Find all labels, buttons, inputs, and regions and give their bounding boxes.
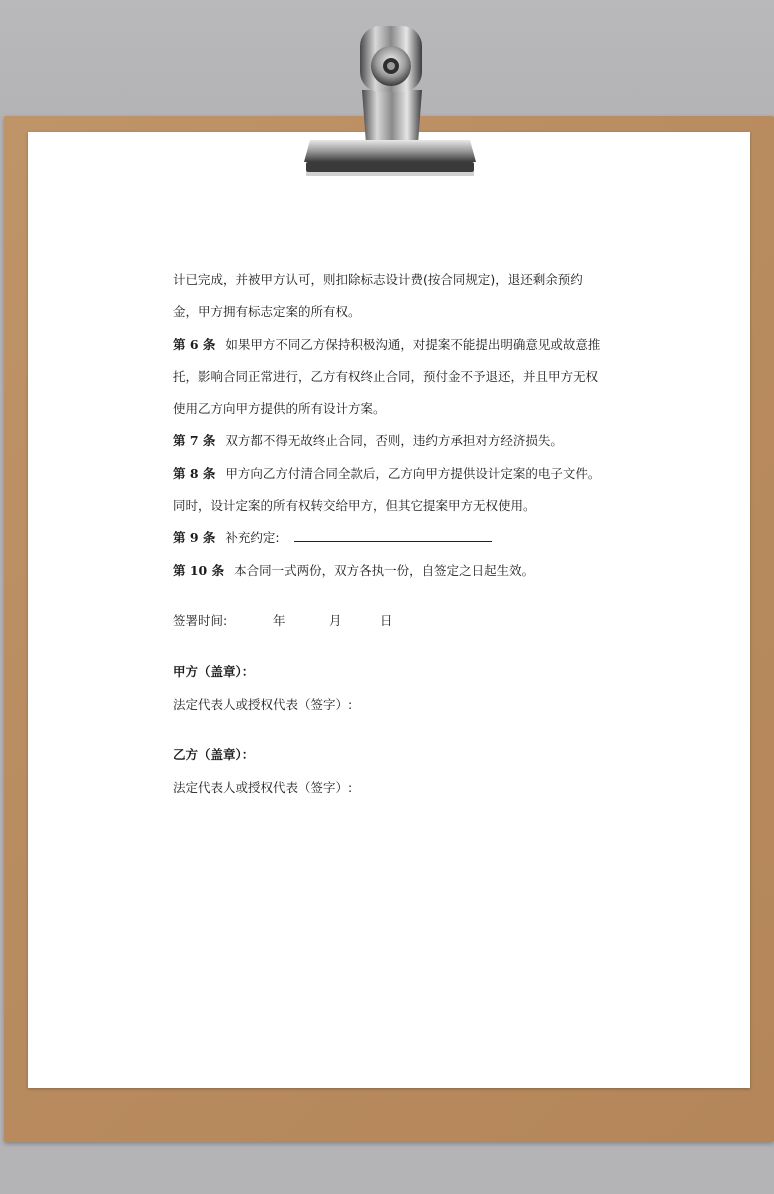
signing-label: 签署时间: (173, 613, 228, 628)
text-line: 金，甲方拥有标志定案的所有权。 (173, 304, 361, 319)
article-7 (173, 431, 563, 451)
article-8-label: 第 8 条 (173, 466, 216, 481)
text-line: 计已完成，并被甲方认可，则扣除标志设计费(按合同规定)，退还剩余预约 (173, 272, 583, 287)
signing-date (173, 611, 393, 631)
article-7-label: 第 7 条 (173, 433, 216, 448)
party-a-rep: 法定代表人或授权代表（签字）: (173, 697, 353, 712)
article-6-label: 第 6 条 (173, 337, 216, 352)
article-8 (173, 464, 600, 484)
article-9 (173, 528, 492, 548)
text-line: 如果甲方不同乙方保持积极沟通，对提案不能提出明确意见或故意推 (225, 337, 601, 352)
text-line: 同时，设计定案的所有权转交给甲方，但其它提案甲方无权使用。 (173, 498, 536, 513)
supplement-blank-line[interactable] (294, 529, 492, 542)
binder-clip-icon (300, 26, 480, 178)
text-line: 托，影响合同正常进行，乙方有权终止合同，预付金不予退还，并且甲方无权 (173, 369, 599, 384)
signing-month: 月 (329, 613, 342, 628)
party-b-title: 乙方（盖章）： (173, 747, 255, 762)
signing-day: 日 (380, 613, 393, 628)
article-6 (173, 335, 600, 355)
text-line: 甲方向乙方付清合同全款后，乙方向甲方提供设计定案的电子文件。 (225, 466, 601, 481)
article-10 (173, 561, 534, 581)
signing-year: 年 (273, 613, 286, 628)
text-line: 双方都不得无故终止合同，否则，违约方承担对方经济损失。 (225, 433, 563, 448)
party-a-title: 甲方（盖章）： (173, 664, 255, 679)
text-line: 使用乙方向甲方提供的所有设计方案。 (173, 401, 386, 416)
party-b-rep: 法定代表人或授权代表（签字）: (173, 780, 353, 795)
text-line: 补充约定: (225, 530, 280, 545)
text-line: 本合同一式两份，双方各执一份，自签定之日起生效。 (234, 563, 535, 578)
article-10-label: 第 10 条 (173, 563, 225, 578)
article-9-label: 第 9 条 (173, 530, 216, 545)
